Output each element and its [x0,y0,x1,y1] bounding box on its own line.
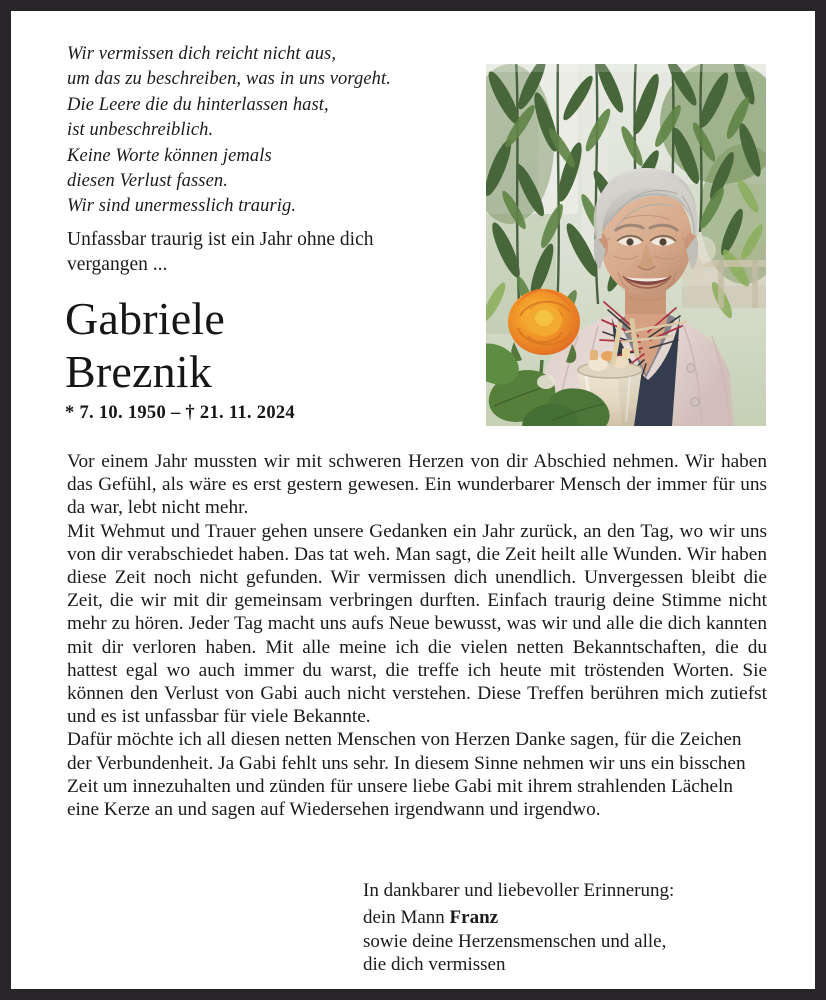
closing-line: sowie deine Herzensmenschen und alle, [363,930,667,952]
signer-name: Franz [449,907,499,929]
poem-line: Die Leere die du hinterlassen hast, [67,94,329,115]
closing-block [363,879,763,977]
memorial-poem [67,42,467,220]
body-paragraph: Mit Wehmut und Trauer gehen unsere Gedanken ein Jahr zurück, an den Tag, wo wir uns von dir verabschiedet haben. Das tat weh. Man sagt, die Zeit heilt alle Wunden. Wir haben diese Zeit noch nicht gefunden. Wir vermissen dich unendlich. Unvergessen bleibt die Zeit, die wir mit dir gemeinsam verbringen durften. Einfach traurig deine Stimme nicht mehr zu hören. Jeder Tag macht uns aufs Neue bewusst, was wir und alle die dich kannten mit dir verloren haben. Mit alle meine ich die vielen netten Bekanntschaften, die du hattest egal wo auch immer du warst, die treffe ich heute mit tröstenden Worten. Sie können den Verlust von Gabi auch nicht verstehen. Diese Treffen berühren mich zutiefst und es ist unfassbar für viele Bekannte. [67,520,767,728]
poem-line: um das zu beschreiben, was in uns vorgeht. [67,69,391,90]
lead-line: vergangen ... [67,254,168,275]
deceased-dates: * 7. 10. 1950 – † 21. 11. 2024 [65,403,295,423]
signer-prefix: dein Mann [363,907,450,929]
lead-line: Unfassbar traurig ist ein Jahr ohne dich [67,229,374,250]
poem-line: Keine Worte können jemals [67,145,272,166]
lead-text [67,227,467,277]
deceased-name-block [65,292,485,424]
poem-line: ist unbeschreiblich. [67,120,214,141]
poem-line: Wir vermissen dich reicht nicht aus, [67,44,337,64]
poem-line: diesen Verlust fassen. [67,171,228,192]
poem-line: Wir sind unermesslich traurig. [67,196,297,217]
closing-salutation: In dankbarer und liebevoller Erinnerung: [363,880,675,901]
body-paragraph: Dafür möchte ich all diesen netten Menschen von Herzen Danke sagen, für die Zeichen der Verbundenheit. Ja Gabi fehlt uns sehr. In diesem Sinne nehmen wir uns ein bisschen Zeit um innezuhalten und zünden für unsere liebe Gabi mit ihrem strahlenden Lächeln eine Kerze an und sagen auf Wiedersehen irgendwann und irgendwo. [67,729,746,821]
deceased-last-name: Breznik [65,346,213,397]
top-zone [11,11,815,423]
portrait-photo [486,64,766,426]
body-paragraph: Vor einem Jahr mussten wir mit schweren Herzen von dir Abschied nehmen. Wir haben das Gefühl, als wäre es erst gestern gewesen. Ein wunderbarer Mensch der immer für uns da war, lebt nicht mehr. [67,451,767,519]
portrait-photo-image [486,64,766,426]
deceased-first-name: Gabriele [65,293,225,344]
memorial-body-text [67,450,767,821]
closing-line: die dich vermissen [363,954,506,976]
notice-sheet [11,11,815,989]
signer-line [363,906,763,929]
